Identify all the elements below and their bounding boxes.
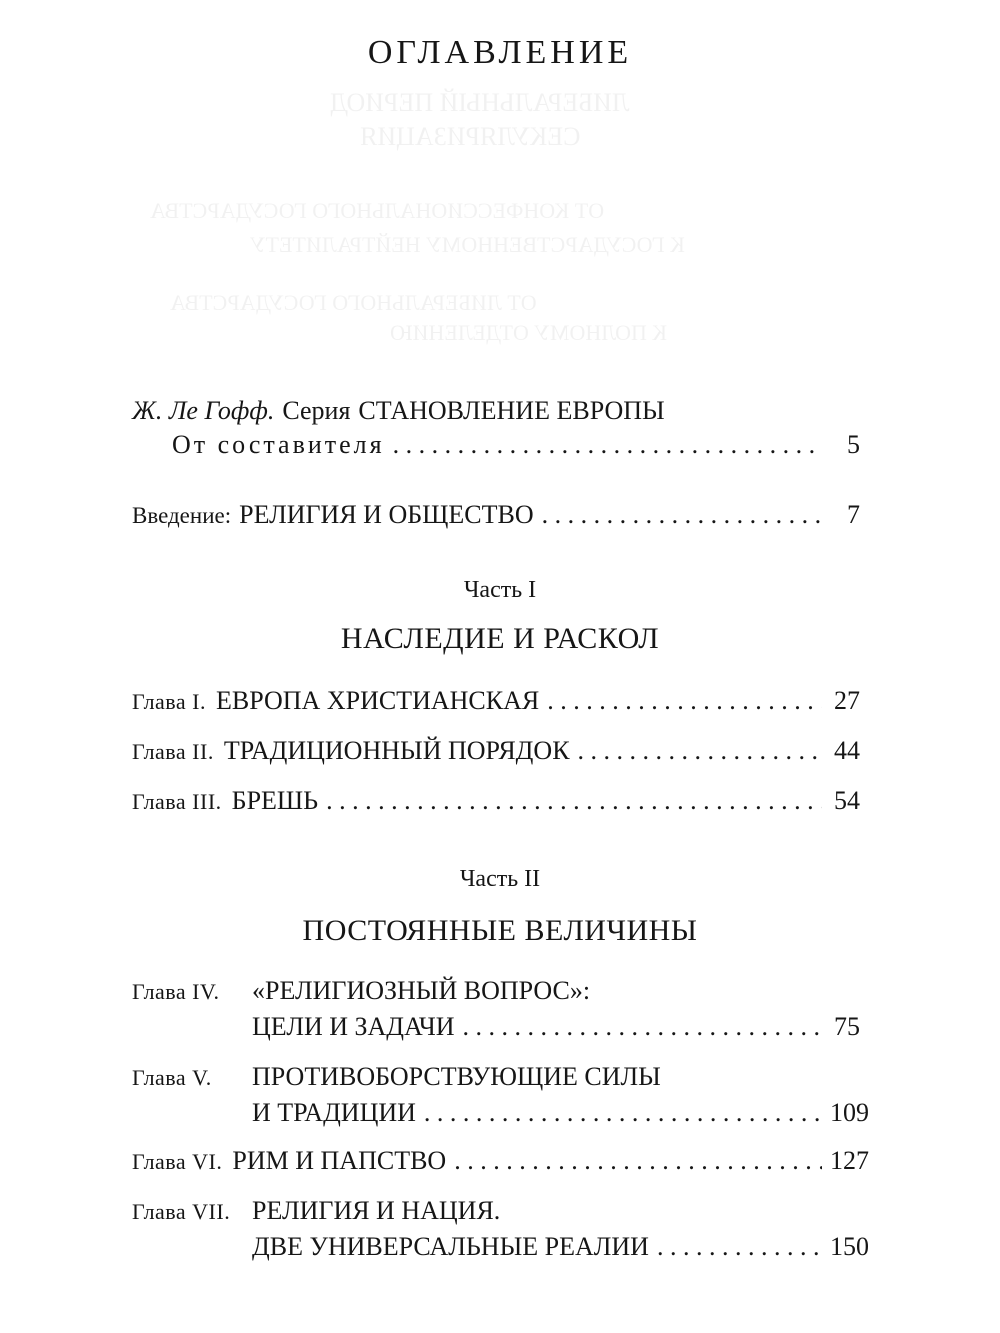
bleed-through-text: ОТ ЛИБЕРАЛЬНОГО ГОСУДАРСТВА	[170, 290, 537, 315]
dot-leader	[393, 430, 822, 460]
toc-entry-chapter-6[interactable]	[132, 1146, 869, 1176]
toc-entry-chapter-4-line2[interactable]	[252, 1012, 860, 1042]
series-line	[132, 396, 860, 426]
toc-entry-chapter-7-line1[interactable]	[132, 1196, 860, 1226]
part-1-label: Часть I	[463, 577, 537, 603]
page-number: 5	[847, 430, 860, 459]
chapter-title: ПРОТИВОБОРСТВУЮЩИЕ СИЛЫ	[252, 1062, 661, 1091]
dot-leader	[657, 1232, 822, 1262]
dot-leader	[454, 1146, 822, 1176]
bleed-through-text: ОТ КОНФЕССИОНАЛЬНОГО ГОСУДАРСТВА	[150, 198, 605, 223]
bleed-through-text: К ПОЛНОМУ ОТДЕЛЕНИЮ	[390, 320, 668, 345]
dot-leader	[424, 1098, 822, 1128]
toc-entry-chapter-5-line2[interactable]	[252, 1098, 869, 1128]
introduction-prefix: Введение:	[132, 503, 232, 528]
page-number: 109	[830, 1098, 869, 1127]
bleed-through-text: ЛИБЕРАЛЬНЫЙ ПЕРИОД	[330, 88, 630, 117]
dot-leader	[463, 1012, 822, 1042]
page-number: 7	[847, 500, 860, 529]
chapter-title: ТРАДИЦИОННЫЙ ПОРЯДОК	[223, 736, 570, 765]
dot-leader	[578, 736, 822, 766]
chapter-label: Глава III.	[132, 789, 222, 814]
chapter-label: Глава VI.	[132, 1149, 223, 1174]
toc-entry-chapter-3[interactable]	[132, 786, 860, 816]
chapter-label: Глава VII.	[132, 1199, 231, 1224]
chapter-title: «РЕЛИГИОЗНЫЙ ВОПРОС»:	[252, 976, 591, 1005]
series-prefix: Серия	[282, 396, 351, 425]
dot-leader	[547, 686, 822, 716]
page-number: 27	[834, 686, 860, 715]
chapter-label: Глава IV.	[132, 979, 220, 1004]
chapter-title-cont: ЦЕЛИ И ЗАДАЧИ	[252, 1012, 455, 1041]
toc-entry-chapter-5-line1[interactable]	[132, 1062, 860, 1092]
chapter-title: ЕВРОПА ХРИСТИАНСКАЯ	[216, 686, 540, 715]
bleed-through-text: СЕКУЛЯРИЗАЦИЯ	[360, 122, 581, 151]
compiler-label: От составителя	[172, 430, 385, 459]
chapter-title: БРЕШЬ	[231, 786, 319, 815]
chapter-label: Глава V.	[132, 1065, 212, 1090]
toc-entry-chapter-4-line1[interactable]	[132, 976, 860, 1006]
chapter-title-cont: И ТРАДИЦИИ	[252, 1098, 416, 1127]
bleed-through-text: К ГОСУДАРСТВЕННОМУ НЕЙТРАЛИТЕТУ	[250, 232, 685, 257]
series-name: СТАНОВЛЕНИЕ ЕВРОПЫ	[358, 396, 665, 425]
chapter-title-cont: ДВЕ УНИВЕРСАЛЬНЫЕ РЕАЛИИ	[252, 1232, 649, 1261]
toc-entry-chapter-2[interactable]	[132, 736, 860, 766]
page-number: 150	[830, 1232, 869, 1261]
toc-entry-chapter-7-line2[interactable]	[252, 1232, 869, 1262]
part-2-title: ПОСТОЯННЫЕ ВЕЛИЧИНЫ	[302, 914, 698, 947]
toc-entry-compiler[interactable]	[172, 430, 860, 460]
chapter-label: Глава II.	[132, 739, 214, 764]
toc-title: ОГЛАВЛЕНИЕ	[367, 34, 633, 71]
part-1-title: НАСЛЕДИЕ И РАСКОЛ	[340, 622, 660, 655]
toc-entry-chapter-1[interactable]	[132, 686, 860, 716]
introduction-title: РЕЛИГИЯ И ОБЩЕСТВО	[239, 500, 534, 529]
toc-entry-introduction[interactable]	[132, 500, 860, 530]
chapter-title: РИМ И ПАПСТВО	[232, 1146, 447, 1175]
page-number: 54	[834, 786, 860, 815]
series-author: Ж. Ле Гофф.	[132, 396, 275, 425]
chapter-title: РЕЛИГИЯ И НАЦИЯ.	[252, 1196, 501, 1225]
chapter-label: Глава I.	[132, 689, 206, 714]
part-2-label: Часть II	[459, 866, 541, 892]
page-number: 127	[830, 1146, 869, 1175]
page-number: 44	[834, 736, 860, 765]
dot-leader	[542, 500, 822, 530]
page-number: 75	[834, 1012, 860, 1041]
dot-leader	[326, 786, 822, 816]
